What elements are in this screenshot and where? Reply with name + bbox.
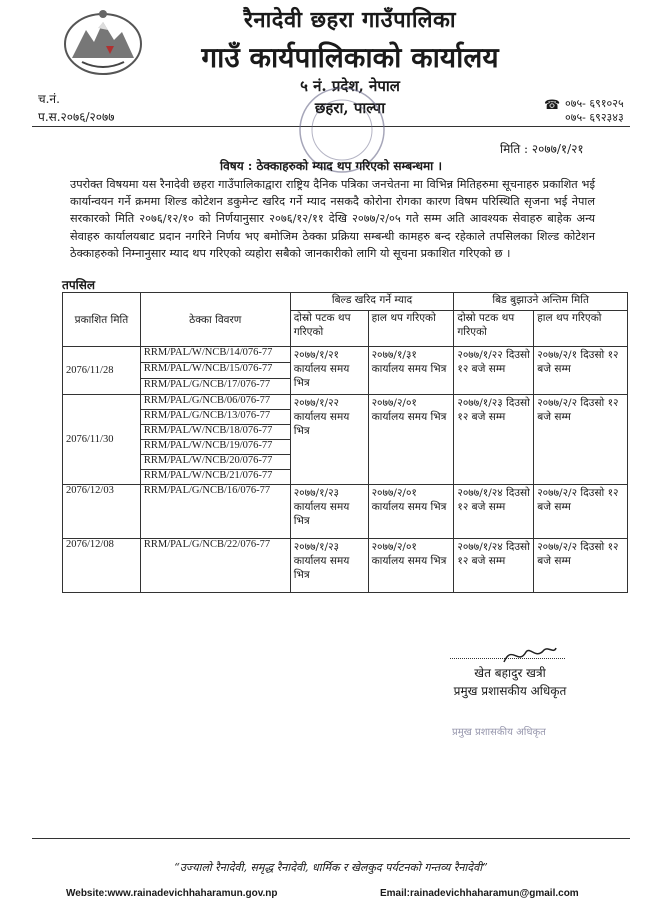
letterhead-municipality: रैनादेवी छहरा गाउँपालिका [243,7,457,33]
footer-motto: “उज्यालो रैनादेवी, समृद्ध रैनादेवी, धार्मिक र खेलकुद पर्यटनको गन्तव्य रैनादेवी” [174,861,488,874]
cha-no-label: च.नं. [38,92,60,106]
buy-second-value: २०७७/१/२१ कार्यालय समय भित्र [290,347,368,395]
header-buy-current: हाल थप गरिएको [368,311,454,347]
buy-second-value: २०७७/१/२३ कार्यालय समय भित्र [290,539,368,593]
letterhead-province: ५ नं. प्रदेश, नेपाल [300,77,400,95]
header-buy-second: दोस्रो पटक थप गरिएको [290,311,368,347]
letter-subject: विषय : ठेक्काहरुको म्याद थप गरिएको सम्बन्धमा । [219,159,442,173]
sub-current-value: २०७७/२/२ दिउसो १२ बजे सम्म [534,485,628,539]
buy-current-value: २०७७/२/०१ कार्यालय समय भित्र [368,539,454,593]
buy-current-value: २०७७/१/३१ कार्यालय समय भित्र [368,347,454,395]
pa-sa-label: प.स.२०७६/२०७७ [38,110,115,124]
table-row [63,395,628,410]
header-published-date: प्रकाशित मिति [63,293,141,347]
buy-current-value: २०७७/२/०१ कार्यालय समय भित्र [368,485,454,539]
buy-current-value: २०७७/२/०१ कार्यालय समय भित्र [368,395,454,485]
table-row [63,539,628,593]
footer-email: Email:rainadevichhaharamun@gmail.com [380,888,579,899]
phone-2: ०७५- ६९२३४३ [565,111,624,124]
published-date: 2076/11/30 [63,395,141,485]
signatory-name: खेत बहादुर खत्री [474,666,546,680]
footer-website: Website:www.rainadevichhaharamun.gov.np [66,888,278,899]
contract-code: RRM/PAL/W/NCB/20/076-77 [140,455,290,470]
footer-divider [32,838,630,839]
letterhead-address: छहरा, पाल्पा [314,99,386,117]
contract-code: RRM/PAL/G/NCB/17/076-77 [140,379,290,395]
nepal-emblem-icon [62,6,144,76]
header-contract-details: ठेक्का विवरण [140,293,290,347]
sub-current-value: २०७७/२/२ दिउसो १२ बजे सम्म [534,539,628,593]
header-sub-second: दोस्रो पटक थप गरिएको [454,311,534,347]
published-date: 2076/12/08 [63,539,141,593]
header-bid-submit: बिड बुझाउने अन्तिम मिति [454,293,628,311]
sub-second-value: २०७७/१/२३ दिउसो १२ बजे सम्म [454,395,534,485]
contract-code: RRM/PAL/G/NCB/06/076-77 [140,395,290,410]
table-row [63,485,628,539]
contract-code: RRM/PAL/W/NCB/19/076-77 [140,440,290,455]
phone-icon: ☎ [544,98,561,113]
table-row [63,347,628,363]
contract-code: RRM/PAL/W/NCB/18/076-77 [140,425,290,440]
contract-code: RRM/PAL/W/NCB/15/076-77 [140,363,290,379]
sub-second-value: २०७७/१/२४ दिउसो १२ बजे सम्म [454,539,534,593]
sub-second-value: २०७७/१/२४ दिउसो १२ बजे सम्म [454,485,534,539]
published-date: 2076/12/03 [63,485,141,539]
contract-code: RRM/PAL/G/NCB/16/076-77 [140,485,290,539]
contract-code: RRM/PAL/W/NCB/14/076-77 [140,347,290,363]
contract-table [62,292,628,593]
header-sub-current: हाल थप गरिएको [534,311,628,347]
sub-current-value: २०७७/२/१ दिउसो १२ बजे सम्म [534,347,628,395]
schedule-heading: तपसिल [62,278,96,292]
phone-1: ०७५- ६९१०२५ [565,97,624,110]
sub-second-value: २०७७/१/२२ दिउसो १२ बजे सम्म [454,347,534,395]
title-stamp: प्रमुख प्रशासकीय अधिकृत [452,727,546,738]
contract-code: RRM/PAL/G/NCB/13/076-77 [140,410,290,425]
buy-second-value: २०७७/१/२२ कार्यालय समय भित्र [290,395,368,485]
letter-date: मिति : २०७७/१/२१ [500,142,584,156]
buy-second-value: २०७७/१/२३ कार्यालय समय भित्र [290,485,368,539]
letterhead-office: गाउँ कार्यपालिकाको कार्यालय [201,41,499,74]
header-bid-buy: बिल्ड खरिद गर्ने म्याद [290,293,454,311]
letter-body: उपरोक्त विषयमा यस रैनादेवी छहरा गाउँपालिकाद्वारा राष्ट्रिय दैनिक पत्रिका जनचेतना मा विभिन्न मितिहरुमा सूचनाहरु प्रकाशित भई कार्यान्वयन गर्ने क्रममा शिल्ड कोटेशन डकुमेन्ट खरिद गर्ने म्याद नसकदै कोरोना रोगका कारण विषम परिस्थिति सृजना भई नेपाल सरकारको मिति २०७६/१२/१० को निर्णयानुसार २०७६/१२/११ देखि २०७७/२/०५ गते सम्म अति आवश्यक सेवाहरु बाहेक अन्य सेवाहरु कार्यालयबाट प्रदान नगरिने निर्णय भए बमोजिम ठेक्का प्रक्रिया सम्बन्धी कामहरु बन्द रहेकाले तपसिलका शिल्ड कोटेशन ठेक्काहरुको निम्नानुसार म्याद थप गरिएको व्यहोरा सबैको जानकारीको लागि यो सूचना प्रकाशित गरिएको छ । [70,178,595,260]
contract-code: RRM/PAL/G/NCB/22/076-77 [140,539,290,593]
published-date: 2076/11/28 [63,347,141,395]
contract-code: RRM/PAL/W/NCB/21/076-77 [140,470,290,485]
sub-current-value: २०७७/२/२ दिउसो १२ बजे सम्म [534,395,628,485]
signatory-title: प्रमुख प्रशासकीय अधिकृत [453,684,567,698]
